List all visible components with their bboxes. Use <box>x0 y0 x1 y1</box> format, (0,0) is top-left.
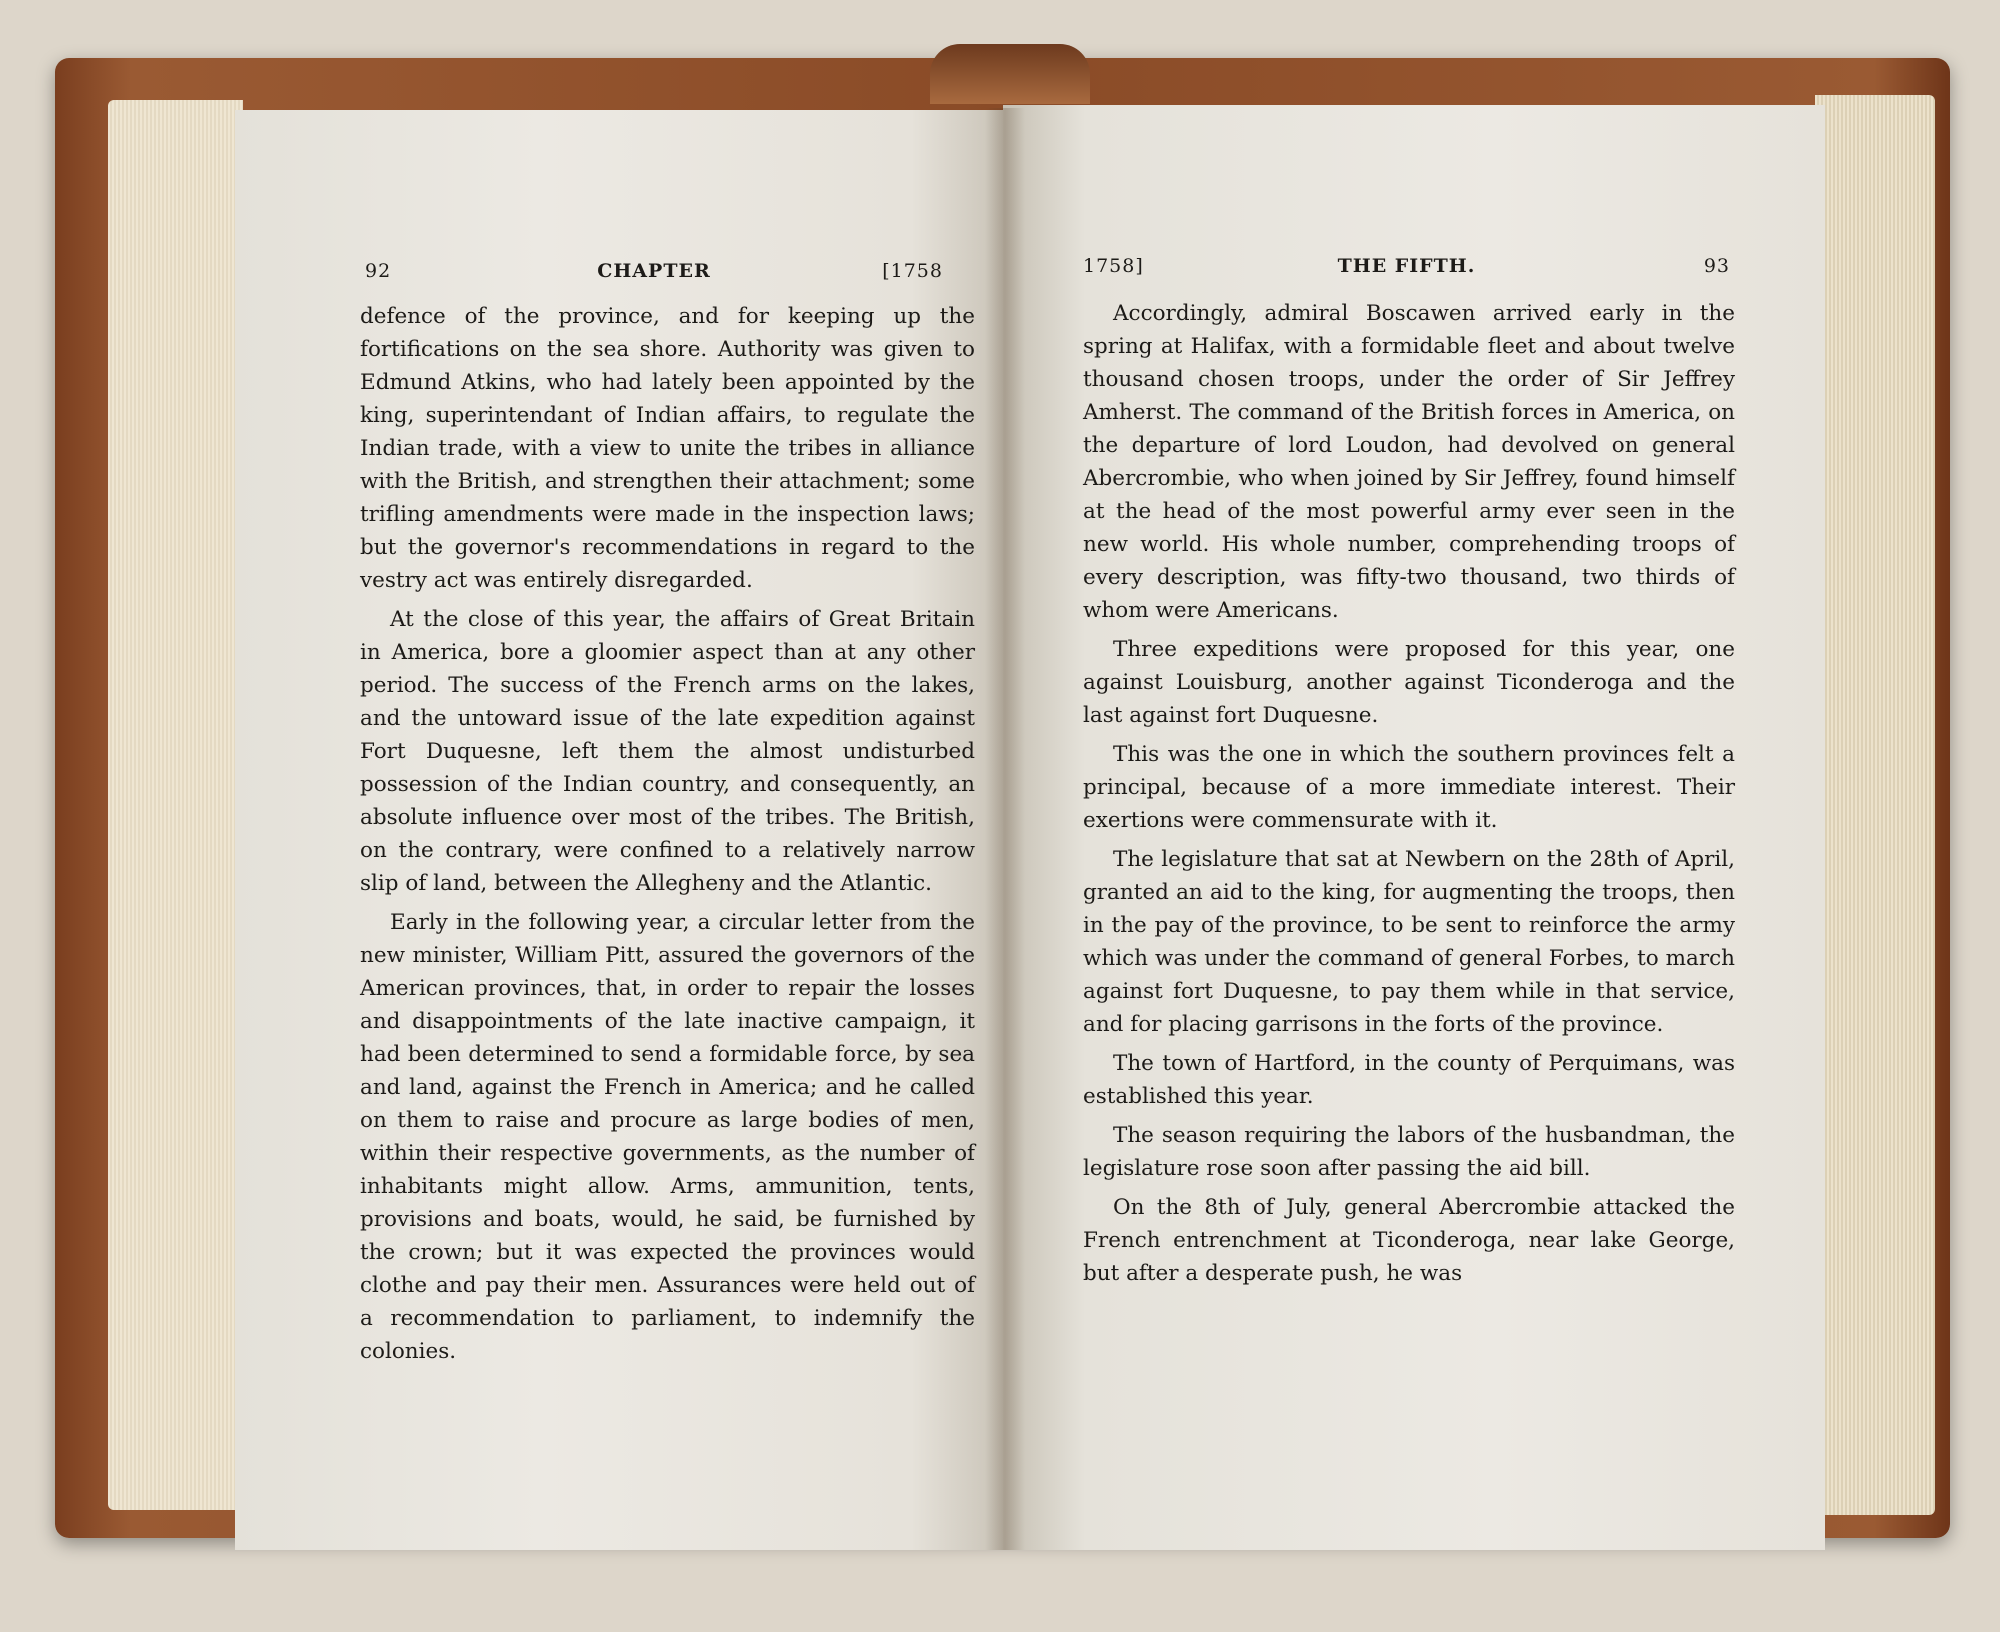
paragraph: The town of Hartford, in the county of Perquimans, was established this year. <box>1083 1051 1735 1109</box>
left-page <box>235 110 1003 1550</box>
paragraph: defence of the province, and for keeping up the fortifications on the sea shore. Authority was given to Edmund Atkins, who had lately been appointed by the king, superintendant of Indian affairs, to regulate the Indian trade, with a view to unite the tribes in alliance with the British, and strengthen their attachment; some trifling amendments were made in the inspection laws; but the governor's recommendations in regard to the vestry act was entirely disregarded. <box>360 304 975 593</box>
paragraph: The legislature that sat at Newbern on the 28th of April, granted an aid to the king, for augmenting the troops, then in the pay of the province, to be sent to reinforce the army which was under the command of general Forbes, to march against fort Duquesne, to pay them while in that service, and for placing garrisons in the forts of the province. <box>1083 847 1735 1037</box>
book-spine <box>930 44 1090 104</box>
book-gutter <box>985 108 1025 1550</box>
left-running-title: CHAPTER <box>597 260 711 282</box>
right-running-year: 1758] <box>1083 255 1144 277</box>
left-page-text <box>360 300 975 1374</box>
right-page-number: 93 <box>1703 255 1730 277</box>
paragraph: Early in the following year, a circular letter from the new minister, William Pitt, assured the governors of the American provinces, that, in order to repair the losses and disappointments of the late inactive campaign, it had been determined to send a formidable force, by sea and land, against the French in America; and he called on them to raise and procure as large bodies of men, within their respective governments, as the number of inhabitants might allow. Arms, ammunition, tents, provisions and boats, would, he said, be furnished by the crown; but it was expected the provinces would clothe and pay their men. Assurances were held out of a recommendation to parliament, to indemnify the colonies. <box>360 910 975 1364</box>
right-page-edges <box>1815 95 1935 1515</box>
paragraph: This was the one in which the southern provinces felt a principal, because of a more immediate interest. Their exertions were commensurate with it. <box>1083 742 1735 833</box>
left-running-year: [1758 <box>882 260 943 282</box>
left-page-edges <box>108 100 243 1510</box>
left-running-head <box>365 260 943 290</box>
right-page-text <box>1083 297 1735 1296</box>
paragraph: Three expeditions were proposed for this year, one against Louisburg, another against Ticonderoga and the last against fort Duquesne. <box>1083 637 1735 728</box>
paragraph: Accordingly, admiral Boscawen arrived early in the spring at Halifax, with a formidable fleet and about twelve thousand chosen troops, under the order of Sir Jeffrey Amherst. The command of the British forces in America, on the departure of lord Loudon, had devolved on general Abercrombie, who when joined by Sir Jeffrey, found himself at the head of the most powerful army ever seen in the new world. His whole number, comprehending troops of every description, was fifty-two thousand, two thirds of whom were Americans. <box>1083 301 1735 623</box>
paragraph: The season requiring the labors of the husbandman, the legislature rose soon after passing the aid bill. <box>1083 1123 1735 1181</box>
paragraph: At the close of this year, the affairs of Great Britain in America, bore a gloomier aspect than at any other period. The success of the French arms on the lakes, and the untoward issue of the late expedition against Fort Duquesne, left them the almost undisturbed possession of the Indian country, and consequently, an absolute influence over most of the tribes. The British, on the contrary, were confined to a relatively narrow slip of land, between the Allegheny and the Atlantic. <box>360 607 975 896</box>
right-page <box>1003 105 1825 1550</box>
paragraph: On the 8th of July, general Abercrombie attacked the French entrenchment at Ticonderoga, near lake George, but after a desperate push, he was <box>1083 1195 1735 1286</box>
right-running-head <box>1083 255 1730 285</box>
right-running-title: THE FIFTH. <box>1337 255 1476 277</box>
left-page-number: 92 <box>365 260 392 282</box>
